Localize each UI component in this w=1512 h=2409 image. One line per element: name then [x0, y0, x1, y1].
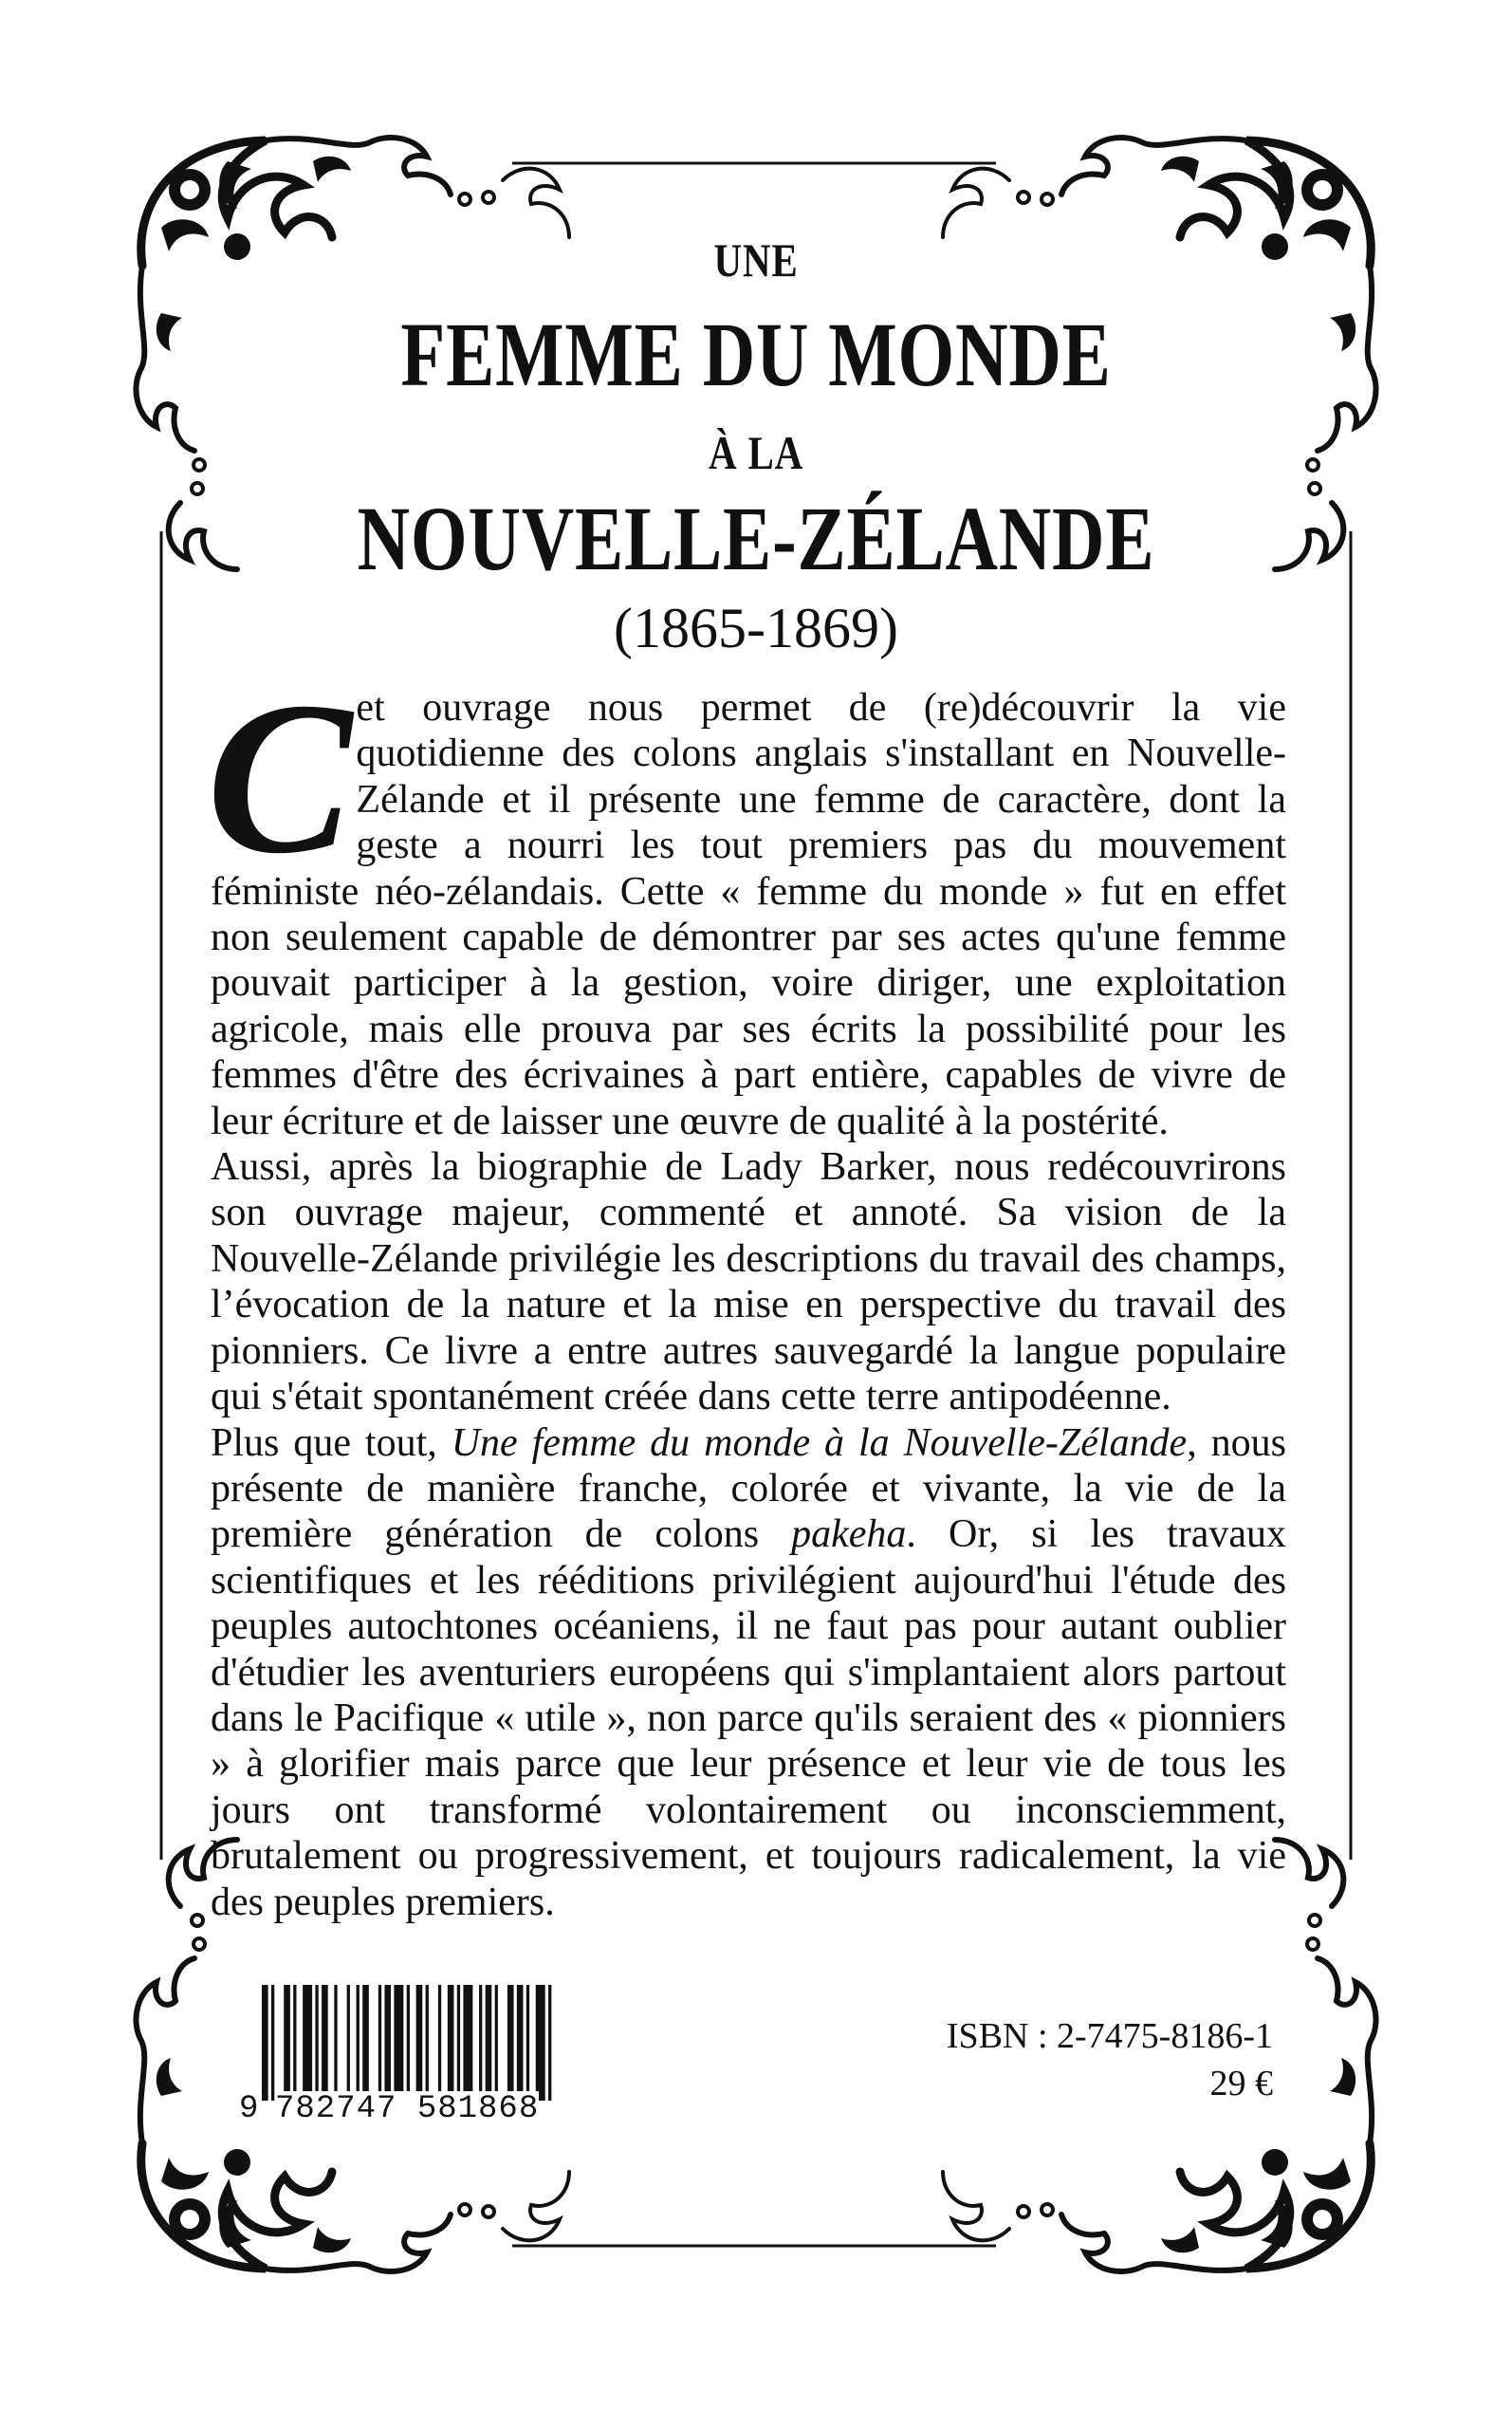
- isbn-label: ISBN : 2-7475-8186-1: [946, 2016, 1273, 2056]
- barcode-bar: [262, 1985, 268, 2101]
- barcode-bar: [486, 1985, 492, 2101]
- barcode-bar: [378, 1985, 381, 2101]
- barcode-bar: [548, 1985, 551, 2101]
- p3-part-a: Plus que tout,: [211, 1420, 452, 1465]
- barcode-bar: [357, 1985, 360, 2101]
- title-line-a-la: À LA: [708, 426, 804, 479]
- barcode-bar: [394, 1985, 403, 2101]
- barcode-bar: [322, 1985, 328, 2101]
- p3-italic-word: pakeha: [791, 1512, 907, 1557]
- blurb-paragraph-1-text: et ouvrage nous permet de (re)découvrir la vie quotidienne des colons anglais s'installant en Nouvelle-Zélande et il présente une femme de caractère, dont la geste a nourri les tout premiers pas du mouvement féministe néo-zélandais. Cette « femme du monde » fut en effet non seulement capable de démontrer par ses actes qu'une femme pouvait participer à la gestion, voire diriger, une exploitation agricole, mais elle prouva par ses écrits la possibilité pour les femmes d'être des écrivaines à part entière, capables de vivre de leur écriture et de laisser une œuvre de qualité à la postérité.: [211, 686, 1286, 1143]
- barcode-bar: [495, 1985, 498, 2101]
- barcode-bar: [416, 1985, 423, 2101]
- title-line-nouvelle-zelande: NOUVELLE-ZÉLANDE: [357, 488, 1155, 589]
- barcode-bar: [303, 1985, 312, 2101]
- barcode-bar: [479, 1985, 482, 2101]
- blurb-paragraph-3: [211, 1420, 1286, 1925]
- barcode: [216, 1985, 558, 2137]
- title-line-femme-du-monde: FEMME DU MONDE: [400, 304, 1112, 405]
- barcode-bar: [463, 1985, 472, 2101]
- dropcap: C: [207, 657, 353, 899]
- price-label: 29 €: [1209, 2064, 1273, 2103]
- blurb-text: [207, 657, 1287, 1925]
- barcode-bar: [426, 1985, 429, 2101]
- barcode-bar: [507, 1985, 514, 2101]
- p3-part-c: . Or, si les travaux scientifiques et les rééditions privilégient aujourd'hui l'étude des peuples autochtones océaniens, il ne faut pas pour autant oublier d'étudier les aventuriers européens qui s'implantaient alors partout dans le Pacifique « utile », non parce qu'ils seraient des « pionniers » à glorifier mais parce que leur présence et leur vie de tous les jours ont transformé volontairement ou inconsciemment, brutalement ou progressivement, et toujours radicalement, la vie des peuples premiers.: [211, 1512, 1287, 1924]
- barcode-bar: [293, 1985, 296, 2101]
- barcode-bar: [517, 1985, 524, 2101]
- barcode-bar: [448, 1985, 454, 2101]
- barcode-bar: [315, 1985, 318, 2101]
- barcode-bar: [457, 1985, 460, 2101]
- barcode-bar: [438, 1985, 441, 2101]
- barcode-first-digit: 9: [239, 2091, 259, 2127]
- barcode-bar: [384, 1985, 391, 2101]
- barcode-bar: [407, 1985, 410, 2101]
- barcode-bar: [526, 1985, 529, 2101]
- barcode-bar: [284, 1985, 290, 2101]
- barcode-bar: [347, 1985, 350, 2101]
- barcode-digits: 782747 581868: [275, 2091, 540, 2127]
- p3-book-title: Une femme du monde à la Nouvelle-Zélande: [451, 1420, 1188, 1465]
- p3-part-b: , nous présente de manière franche, colorée et vivante, la vie de la première génération de colons: [211, 1420, 1286, 1557]
- barcode-bar: [334, 1985, 337, 2101]
- blurb-paragraph-1: [207, 657, 1286, 1144]
- title-dates: (1865-1869): [614, 597, 898, 659]
- barcode-bar: [271, 1985, 274, 2101]
- barcode-bars: [262, 1985, 558, 2101]
- barcode-bar: [536, 1985, 545, 2101]
- barcode-bar: [362, 1985, 369, 2101]
- title-line-une: UNE: [713, 233, 799, 287]
- blurb-paragraph-2: Aussi, après la biographie de Lady Barker, nous redécouvrirons son ouvrage majeur, commenté et annoté. Sa vision de la Nouvelle-Zélande privilégie les descriptions du travail des champs, l’évocation de la nature et la mise en perspective du travail des pionniers. Ce livre a entre autres sauvegardé la langue populaire qui s'était spontanément créée dans cette terre antipodéenne.: [211, 1145, 1286, 1419]
